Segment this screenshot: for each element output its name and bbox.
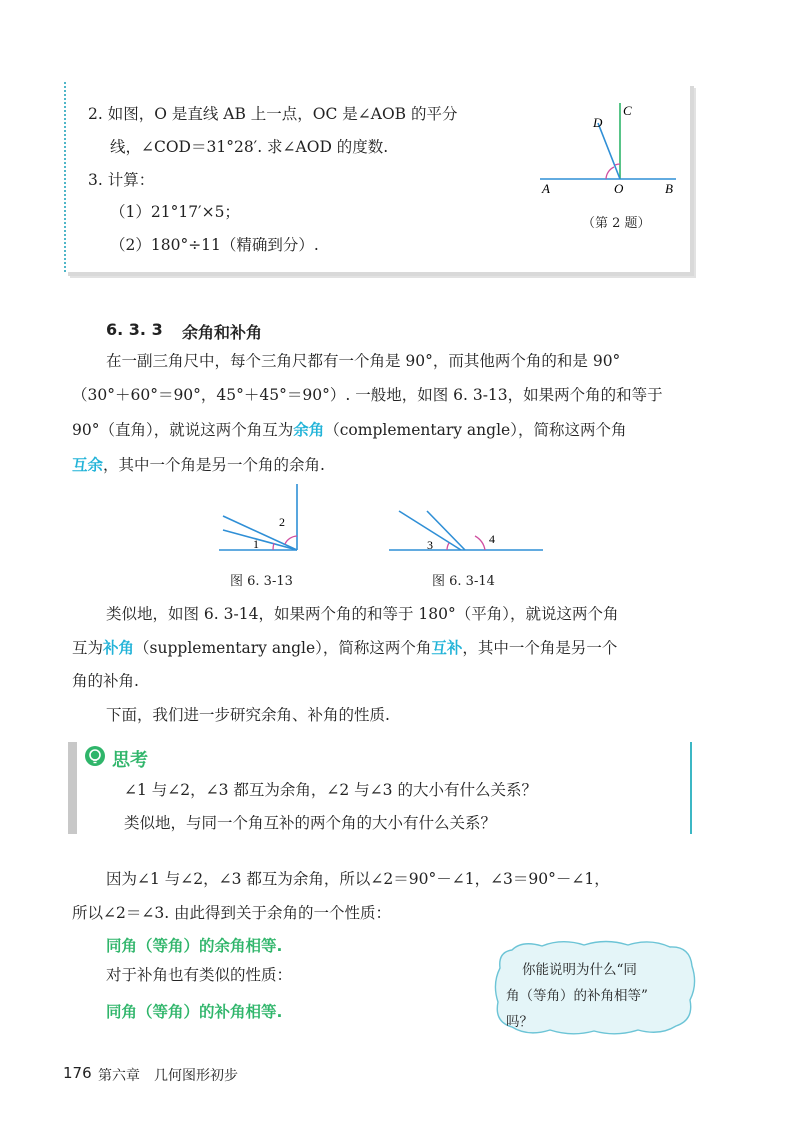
exercise-q3-title: 3. 计算： [88,171,155,189]
cloud-line2: 角（等角）的补角相等” [506,988,648,1004]
think-title: 思考 [112,750,148,771]
think-box-right-bar [690,742,692,834]
figure-6-3-14-caption: 图 6. 3-14 [432,574,495,589]
angle-3-mark [447,543,449,550]
label-o: O [614,181,624,196]
angle-4-mark [475,536,485,550]
label-b: B [665,181,673,196]
label-c: C [623,103,632,118]
property-supplementary: 同角（等角）的补角相等. [106,1003,283,1021]
para5: 对于补角也有类似的性质： [106,966,293,984]
figure-6-3-13 [215,480,305,555]
term-mutual-complement: 互余 [72,455,104,474]
section-title: 余角和补角 [182,323,263,342]
term-mutual-supplement: 互补 [431,638,463,657]
para1-line3: 90°（直角），就说这两个角互为余角（complementary angle），简称这两个角 [72,420,627,439]
label-a: A [542,181,550,196]
label-d: D [593,115,603,130]
exercise-q2-line1: 2. 如图，O 是直线 AB 上一点，OC 是∠AOB 的平分 [88,105,458,123]
property-complementary: 同角（等角）的余角相等. [106,937,283,955]
exercise-q3-item1: （1）21°17′×5； [110,203,240,221]
exercise-figure-caption: （第 2 题） [582,216,651,231]
figure-6-3-14 [385,505,550,555]
angle-aod-mark [606,167,614,179]
angle-4-label: 4 [489,532,495,546]
term-supplementary: 补角 [103,638,135,657]
cloud-line3: 吗？ [506,1014,533,1030]
para2-line3: 角的补角. [72,672,139,690]
para3: 下面，我们进一步研究余角、补角的性质. [106,706,390,724]
angle-2-label: 2 [279,515,285,529]
chapter-title: 第六章 几何图形初步 [98,1068,238,1084]
cloud-line1: 你能说明为什么“同 [522,962,637,978]
para1-line2: （30°＋60°＝90°，45°＋45°＝90°）. 一般地，如图 6. 3-13，如果两个角的和等于 [72,386,663,404]
exercise-q2-line2: 线，∠COD＝31°28′. 求∠AOD 的度数. [110,138,389,156]
think-line1: ∠1 与∠2，∠3 都互为余角，∠2 与∠3 的大小有什么关系？ [124,781,537,799]
page-number: 176 [63,1064,92,1082]
para2-line2: 互为补角（supplementary angle），简称这两个角互补，其中一个角是另一个 [72,638,618,657]
para1-line4: 互余，其中一个角是另一个角的余角. [72,455,325,474]
angle-3-label: 3 [427,538,433,552]
think-line2: 类似地，与同一个角互补的两个角的大小有什么关系？ [124,814,497,832]
para2-line1: 类似地，如图 6. 3-14，如果两个角的和等于 180°（平角），就说这两个角 [106,605,619,623]
lightbulb-icon [84,745,106,767]
para4-line2: 所以∠2＝∠3. 由此得到关于余角的一个性质： [72,904,392,922]
exercise-q3-item2: （2）180°÷11（精确到分）. [110,236,319,254]
think-box-left-bar [68,742,77,834]
term-complementary: 余角 [293,420,325,439]
para4-line1: 因为∠1 与∠2，∠3 都互为余角，所以∠2＝90°－∠1，∠3＝90°－∠1， [106,870,610,888]
angle-1-mark [273,543,274,550]
para1-line1: 在一副三角尺中，每个三角尺都有一个角是 90°，而其他两个角的和是 90° [106,352,621,370]
angle-1-label: 1 [253,537,259,551]
figure-6-3-13-caption: 图 6. 3-13 [230,574,293,589]
section-number: 6. 3. 3 [106,320,163,339]
angle-2-mark [285,536,297,544]
